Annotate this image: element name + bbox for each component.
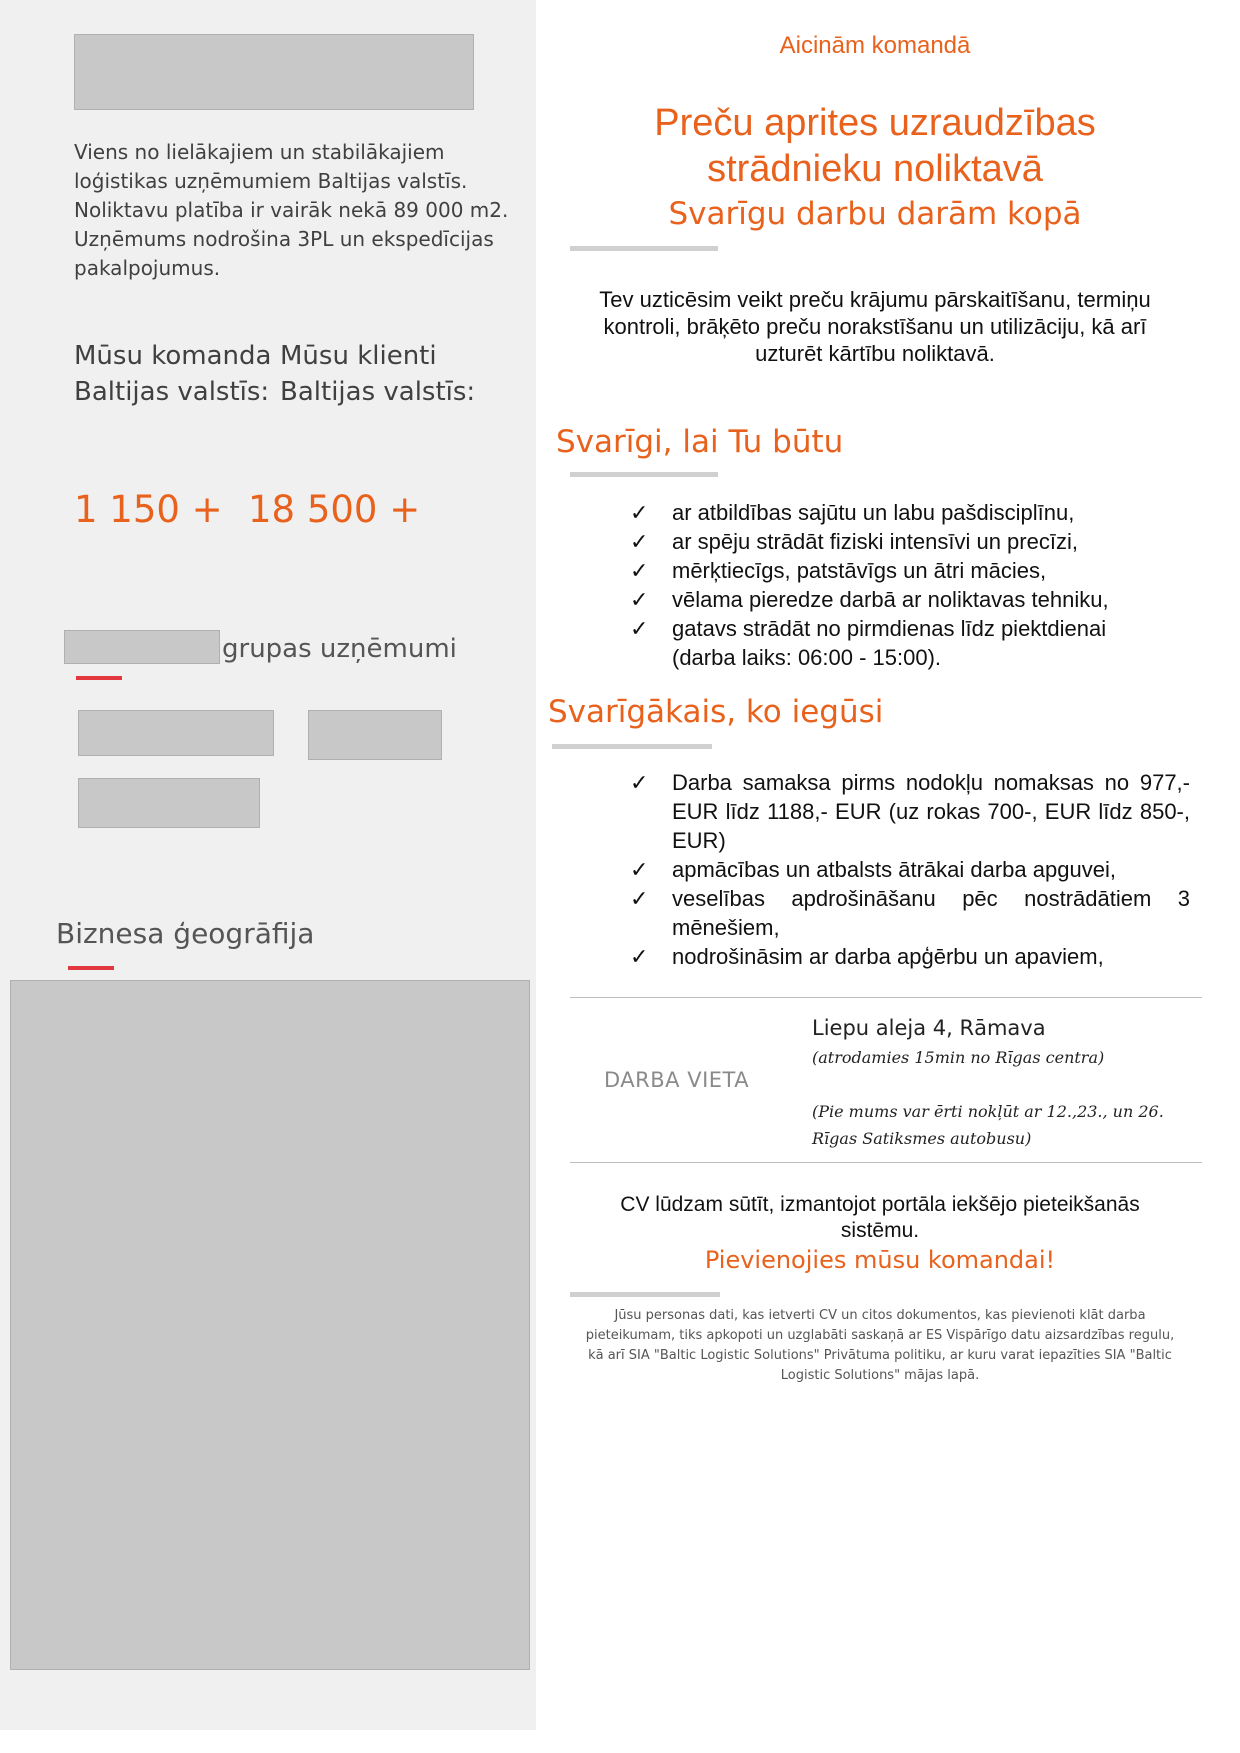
privacy-notice	[560, 1306, 1200, 1386]
check-icon: ✓	[630, 886, 649, 911]
intro-line: Viens no lielākajiem un stabilākajiem	[74, 140, 445, 164]
apply-line: CV lūdzam sūtīt, izmantojot portāla iekšējo pieteikšanās	[620, 1193, 1140, 1216]
list-item: ✓ ar spēju strādāt fiziski intensīvi un precīzi,	[630, 529, 1078, 554]
transport-note-line: Rīgas Satiksmes autobusu)	[812, 1129, 1032, 1148]
divider	[570, 1292, 720, 1297]
privacy-line: pieteikumam, tiks apkopoti un uzglabāti saskaņā ar ES Vispārīgo datu aizsardzības regulu,	[585, 1328, 1175, 1343]
check-icon: ✓	[630, 587, 649, 612]
sidebar-panel	[0, 0, 536, 1730]
intro-line: Noliktavu platība ir vairāk nekā 89 000 m2.	[74, 198, 509, 222]
check-icon: ✓	[630, 529, 649, 554]
geography-map	[10, 980, 530, 1670]
clients-stat-label	[280, 338, 475, 410]
requirements-list	[630, 498, 1160, 672]
promo-logo	[308, 710, 442, 760]
job-title	[560, 100, 1190, 192]
check-icon: ✓	[630, 944, 649, 969]
requirements-title: Svarīgi, lai Tu būtu	[556, 424, 844, 460]
divider	[570, 1162, 1202, 1163]
check-icon: ✓	[630, 558, 649, 583]
sanitex-logo	[64, 630, 220, 664]
list-item: ✓ nodrošināsim ar darba apģērbu un apaviem,	[630, 944, 1104, 969]
job-title-line: strādnieku noliktavā	[707, 148, 1043, 190]
job-intro-line: Tev uzticēsim veikt preču krājumu pārskaitīšanu, termiņu	[599, 287, 1151, 312]
intro-line: loģistikas uzņēmumiem Baltijas valstīs.	[74, 169, 468, 193]
stat-label-line: Mūsu klienti	[280, 341, 437, 371]
benefits-list	[630, 768, 1190, 971]
privacy-line: Logistic Solutions" mājas lapā.	[780, 1368, 980, 1383]
list-item: ✓ mērķtiecīgs, patstāvīgs un ātri mācies,	[630, 558, 1047, 583]
stat-label-line: Baltijas valstīs:	[74, 377, 270, 407]
intro-line: Uzņēmums nodrošina 3PL un ekspedīcijas	[74, 227, 494, 251]
team-stat-label	[74, 338, 271, 410]
job-intro	[540, 286, 1210, 367]
check-icon: ✓	[630, 616, 649, 641]
list-item: ✓ Darba samaksa pirms nodokļu nomaksas no 977,- EUR līdz 1188,- EUR (uz rokas 700-, EUR līdz 850-, EUR)	[630, 770, 1190, 853]
group-caption: grupas uzņēmumi	[222, 634, 457, 664]
apply-instructions	[560, 1192, 1200, 1244]
check-icon: ✓	[630, 500, 649, 525]
workplace-note: (atrodamies 15min no Rīgas centra)	[812, 1048, 1105, 1067]
slogan: Svarīgu darbu darām kopā	[668, 196, 1082, 232]
workplace-label: DARBA VIETA	[604, 1068, 750, 1092]
list-item: ✓ gatavs strādāt no pirmdienas līdz piektdienai (darba laiks: 06:00 - 15:00).	[630, 616, 1107, 670]
privacy-line: Jūsu personas dati, kas ietverti CV un citos dokumentos, kas pievienoti klāt darba	[614, 1308, 1146, 1323]
workplace-address: Liepu aleja 4, Rāmava	[812, 1016, 1046, 1040]
bls-small-logo	[78, 710, 274, 756]
transport-note-line: (Pie mums var ērti nokļūt ar 12.,23., un 26.	[812, 1102, 1164, 1121]
divider	[570, 472, 718, 477]
check-icon: ✓	[630, 857, 649, 882]
privacy-line: kā arī SIA "Baltic Logistic Solutions" Privātuma politiku, ar kuru varat iepazīties SIA "Baltic	[588, 1348, 1172, 1363]
apply-line: sistēmu.	[840, 1219, 920, 1242]
benefits-title: Svarīgākais, ko iegūsi	[548, 694, 884, 730]
team-stat-value: 1 150 +	[74, 488, 223, 531]
clients-stat-value: 18 500 +	[248, 488, 421, 531]
invite-text: Aicinām komandā	[779, 32, 971, 59]
transport-note	[812, 1098, 1164, 1152]
job-title-line: Preču aprites uzraudzības	[654, 102, 1096, 144]
job-intro-line: uzturēt kārtību noliktavā.	[755, 341, 995, 366]
divider	[68, 966, 114, 970]
apply-cta: Pievienojies mūsu komandai!	[704, 1246, 1056, 1274]
divider	[552, 744, 712, 749]
check-icon: ✓	[630, 770, 649, 795]
list-item: ✓ apmācības un atbalsts ātrākai darba apguvei,	[630, 857, 1116, 882]
stat-label-line: Mūsu komanda	[74, 341, 272, 371]
job-intro-line: kontroli, brāķēto preču norakstīšanu un utilizāciju, kā arī	[603, 314, 1147, 339]
list-item: ✓ ar atbildības sajūtu un labu pašdisciplīnu,	[630, 500, 1075, 525]
company-intro	[74, 138, 514, 283]
divider	[570, 246, 718, 251]
geography-title: Biznesa ģeogrāfija	[56, 917, 315, 950]
list-item: ✓ vēlama pieredze darbā ar noliktavas tehniku,	[630, 587, 1109, 612]
officeday-logo	[78, 778, 260, 828]
list-item: ✓ veselības apdrošināšanu pēc nostrādātiem 3 mēnešiem,	[630, 886, 1190, 940]
stat-label-line: Baltijas valstīs:	[280, 377, 476, 407]
intro-line: pakalpojumus.	[74, 256, 221, 280]
bls-logo	[74, 34, 474, 110]
divider	[570, 997, 1202, 998]
divider	[76, 676, 122, 680]
